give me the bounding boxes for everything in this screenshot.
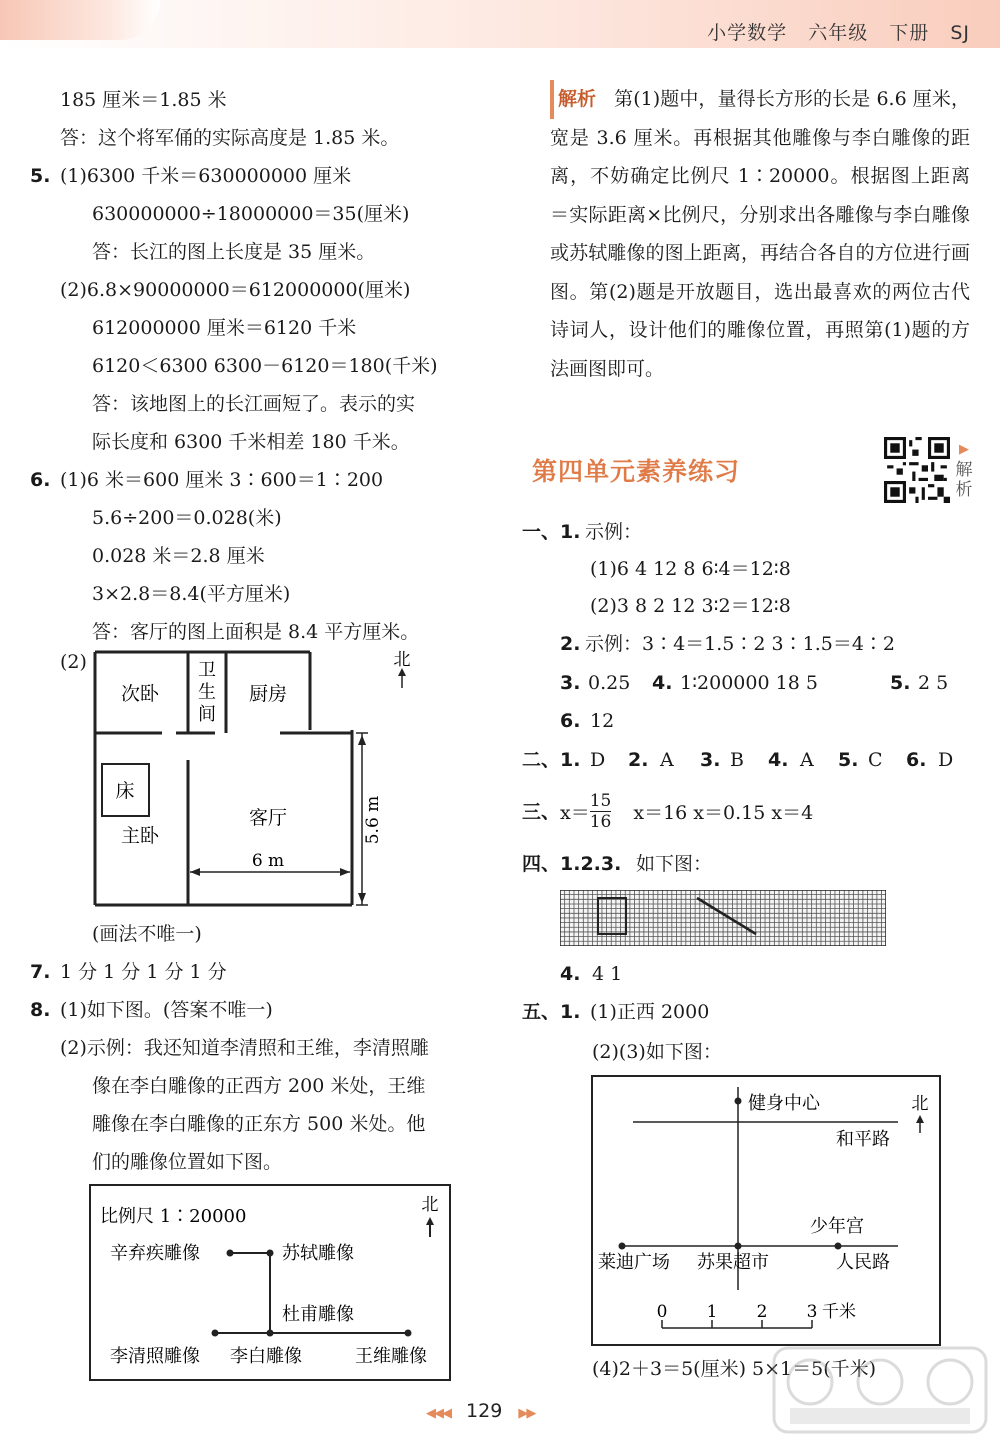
scale-tick-label: 1 (706, 1302, 718, 1322)
answer-line: (2)6.8×90000000＝612000000(厘米) (60, 279, 411, 301)
header-subject: 小学数学 (707, 22, 788, 44)
room-second-bedroom: 次卧 (120, 683, 160, 705)
play-icon: ▶ (959, 442, 969, 457)
place-laidi-plaza: 莱迪广场 (598, 1252, 670, 1273)
statue-su: 苏轼雕像 (282, 1243, 354, 1264)
answer-line: 6120＜6300 6300－6120＝180(千米) (92, 355, 438, 377)
section-label: 二、 (522, 749, 561, 771)
question-number: 4. (768, 749, 789, 771)
header-volume: 下册 (889, 22, 930, 44)
question-number: 3. (560, 672, 581, 694)
statue-du: 杜甫雕像 (282, 1304, 354, 1325)
answer-line: (2)(3)如下图： (592, 1041, 722, 1063)
answer-choice: C (868, 749, 883, 771)
answer-line: 如下图： (636, 853, 713, 875)
question-number: 5. (30, 165, 51, 187)
answer-line: 示例：3∶4＝1.5∶2 3∶1.5＝4∶2 (585, 633, 896, 655)
room-bathroom-char: 卫 (198, 660, 216, 681)
answer-line: 们的雕像位置如下图。 (92, 1151, 283, 1173)
prev-arrows-icon: ◀◀◀ (426, 1406, 450, 1421)
answer-line: 雕像在李白雕像的正东方 500 米处。他 (92, 1113, 426, 1135)
answer-line: 答：该地图上的长江画短了。表示的实 (92, 393, 416, 415)
answer-line: (4)2＋3＝5(厘米) 5×1＝5(千米) (592, 1358, 877, 1380)
answer-line: (1)6300 千米＝630000000 厘米 (60, 165, 352, 187)
answer-choice: A (800, 749, 814, 771)
scale-unit: 千米 (822, 1302, 856, 1322)
statue-liqz: 李清照雕像 (110, 1346, 200, 1367)
next-arrows-icon: ▶▶ (518, 1406, 535, 1421)
section-label: 四、 (522, 853, 561, 875)
place-suguo-market: 苏果超市 (697, 1252, 769, 1273)
question-number: 6. (30, 469, 51, 491)
room-bathroom-char: 间 (198, 704, 216, 725)
answer-line: (2)示例：我还知道李清照和王维，李清照雕 (60, 1037, 429, 1059)
question-number: 1.2.3. (560, 853, 622, 875)
answer-line: 际长度和 6300 千米相差 180 千米。 (92, 431, 410, 453)
answer-line: 2 5 (918, 672, 949, 694)
question-number: 5. (890, 672, 911, 694)
answer-line: 答：这个将军俑的实际高度是 1.85 米。 (60, 127, 400, 149)
question-number: 2. (628, 749, 649, 771)
answer-line: 示例： (585, 521, 643, 543)
analysis-tag: 解析 (550, 80, 596, 119)
height-label: 5.6 m (363, 795, 383, 845)
fraction-denominator: 16 (589, 811, 612, 832)
question-number: 6. (906, 749, 927, 771)
answer-line: 答：客厅的图上面积是 8.4 平方厘米。 (92, 621, 420, 643)
answer-line: 612000000 厘米＝6120 千米 (92, 317, 357, 339)
section-title: 第四单元素养练习 (532, 457, 741, 486)
width-label: 6 m (251, 851, 285, 871)
answer-line: 1 分 1 分 1 分 1 分 (60, 961, 227, 983)
room-kitchen: 厨房 (248, 683, 288, 705)
question-number: 1. (560, 749, 581, 771)
note-line: (画法不唯一) (92, 923, 202, 945)
road-people: 人民路 (836, 1252, 890, 1273)
place-gym: 健身中心 (748, 1093, 820, 1114)
qr-caption-char: 析 (955, 480, 973, 500)
question-number: 1. (560, 521, 581, 543)
equation-x: x＝ (560, 801, 590, 824)
answer-line: 答：长江的图上长度是 35 厘米。 (92, 241, 376, 263)
fraction-numerator: 15 (589, 790, 612, 811)
room-bathroom-char: 生 (198, 682, 216, 703)
answer-line: (1)正西 2000 (590, 1001, 710, 1023)
answer-line: (2) (60, 651, 87, 673)
page-number-value: 129 (466, 1400, 503, 1422)
statue-wang: 王维雕像 (355, 1346, 427, 1367)
answer-choice: B (730, 749, 744, 771)
section-label: 一、 (522, 521, 561, 543)
answer-line: 3×2.8＝8.4(平方厘米) (92, 583, 291, 605)
section-label: 三、 (522, 801, 561, 823)
north-label: 北 (911, 1094, 929, 1114)
room-master-bedroom: 主卧 (120, 825, 160, 847)
bed-label: 床 (115, 780, 135, 802)
header-grade: 六年级 (808, 22, 869, 44)
scale-tick-label: 3 (806, 1302, 818, 1322)
question-number: 4. (560, 963, 581, 985)
road-peace: 和平路 (836, 1129, 890, 1150)
answer-line: (1)6 米＝600 厘米 3∶600＝1∶200 (60, 469, 384, 491)
answer-line: 像在李白雕像的正西方 200 米处，王维 (92, 1075, 426, 1097)
statue-xin: 辛弃疾雕像 (110, 1243, 200, 1264)
answer-line: 1∶200000 18 5 (680, 672, 818, 694)
question-number: 2. (560, 633, 581, 655)
answer-choice: D (938, 749, 954, 771)
answer-line: (2)3 8 2 12 3∶2＝12∶8 (590, 595, 791, 617)
section-label: 五、 (522, 1001, 561, 1023)
question-number: 1. (560, 1001, 581, 1023)
scale-tick-label: 2 (756, 1302, 768, 1322)
question-number: 3. (700, 749, 721, 771)
answer-line: 12 (590, 710, 615, 732)
map-scale: 比例尺 1∶20000 (100, 1206, 247, 1227)
answer-line: 185 厘米＝1.85 米 (60, 89, 227, 111)
answer-line: 0.028 米＝2.8 厘米 (92, 545, 265, 567)
question-number: 6. (560, 710, 581, 732)
answer-line: (1)如下图。(答案不唯一) (60, 999, 273, 1021)
north-label: 北 (393, 650, 411, 670)
question-number: 5. (838, 749, 859, 771)
answer-line: 630000000÷18000000＝35(厘米) (92, 203, 410, 225)
qr-caption-char: 解 (955, 460, 973, 480)
answer-line: 0.25 (588, 672, 631, 694)
answer-choice: A (660, 749, 674, 771)
room-living-room: 客厅 (248, 807, 288, 829)
answer-line: (1)6 4 12 8 6∶4＝12∶8 (590, 558, 791, 580)
statue-libai: 李白雕像 (230, 1346, 302, 1367)
question-number: 8. (30, 999, 51, 1021)
analysis-text: 第(1)题中，量得长方形的长是 6.6 厘米，宽是 3.6 厘米。再根据其他雕像与李白雕像的距离，不妨确定比例尺 1∶20000。根据图上距离＝实际距离×比例尺，分别求出各雕像与李白雕像或苏轼雕像的图上距离，再结合各自的方位进行画图。第(2)题是开放题目，选出最喜欢的两位古代诗词人，设计他们的雕像位置，再照第(1)题的方法画图即可。 (550, 88, 970, 380)
page-number (426, 1400, 534, 1422)
scale-tick-label: 0 (656, 1302, 668, 1322)
answer-choice: D (590, 749, 606, 771)
watermark-logo (770, 1342, 990, 1437)
header-edition: SJ (950, 22, 970, 44)
answer-line: 4 1 (592, 963, 623, 985)
answer-line: 5.6÷200＝0.028(米) (92, 507, 282, 529)
equation-rest: x＝16 x＝0.15 x＝4 (633, 801, 814, 824)
question-number: 4. (652, 672, 673, 694)
north-label: 北 (421, 1195, 439, 1215)
question-number: 7. (30, 961, 51, 983)
place-youth-palace: 少年宫 (810, 1216, 864, 1237)
